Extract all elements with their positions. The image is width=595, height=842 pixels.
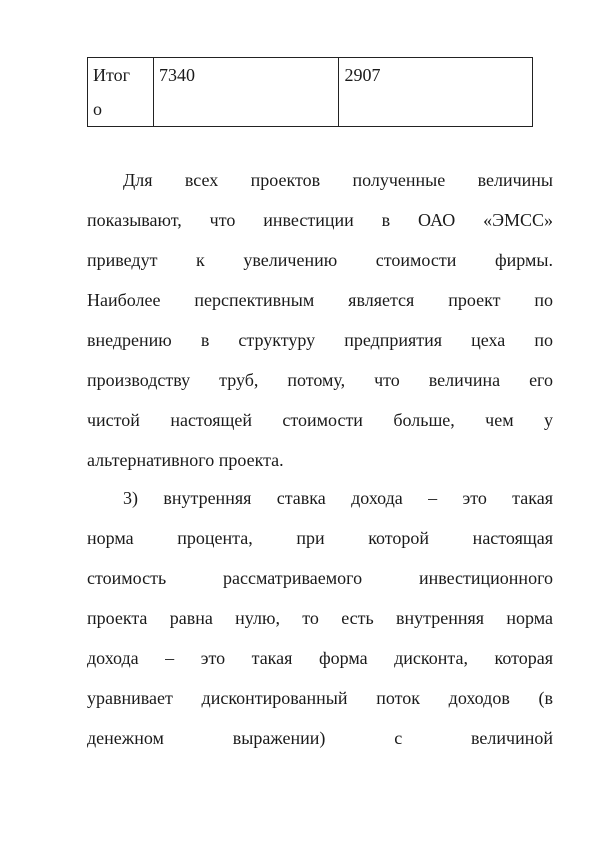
table-cell-label	[88, 58, 154, 127]
text-line: внедрению в структуру предприятия цеха по	[87, 330, 553, 350]
text-line: приведут к увеличению стоимости фирмы.	[87, 250, 553, 270]
paragraph-irr-definition	[87, 478, 553, 758]
text-line: дохода – это такая форма дисконта, которая	[87, 648, 553, 668]
text-line: проекта равна нулю, то есть внутренняя норма	[87, 608, 553, 628]
text-line: Для всех проектов полученные величины	[123, 170, 553, 190]
table-cell-value-1: 7340	[153, 58, 339, 127]
text-line: чистой настоящей стоимости больше, чем у	[87, 410, 553, 430]
text-line: производству труб, потому, что величина его	[87, 370, 553, 390]
table-cell-value-2: 2907	[339, 58, 533, 127]
text-line: альтернативного проекта.	[87, 450, 284, 470]
text-line: 3) внутренняя ставка дохода – это такая	[123, 488, 553, 508]
table-row	[88, 58, 533, 127]
row-label-line-2: о	[93, 99, 102, 119]
text-line: норма процента, при которой настоящая	[87, 528, 553, 548]
text-line: уравнивает дисконтированный поток доходов (в	[87, 688, 553, 708]
text-line: показывают, что инвестиции в ОАО «ЭМСС»	[87, 210, 553, 230]
paragraph-conclusion	[87, 160, 553, 480]
summary-table	[87, 57, 533, 127]
text-line: стоимость рассматриваемого инвестиционного	[87, 568, 553, 588]
text-line: Наиболее перспективным является проект по	[87, 290, 553, 310]
row-label-line-1: Итог	[93, 65, 131, 85]
text-line: денежном выражении) с величиной	[87, 728, 553, 748]
